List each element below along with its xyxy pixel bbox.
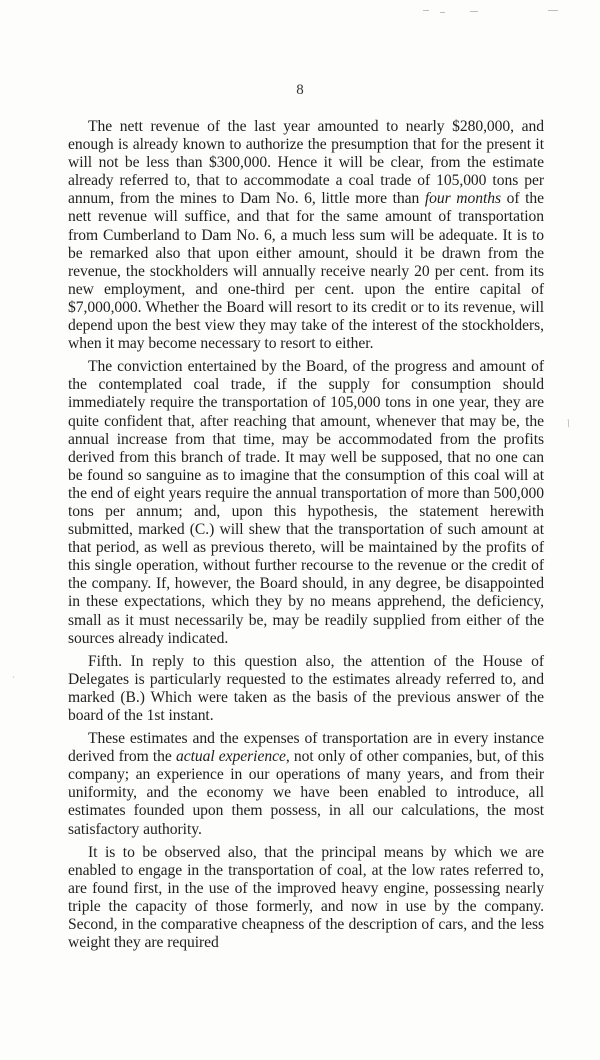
text-run: It is to be observed also, that the principal means by which we are enabled to engage in the transportation of coal, at the low rates referred to, are found first, in the use of the improved heavy engine, possessing nearly triple the capacity of those formerly, and now in use by the company. Second, in the comparative cheapness of the description of cars, and the less weight they are required [68,843,544,952]
scan-artifact [548,10,558,11]
paragraph [68,653,544,725]
text-run: The nett revenue of the last year amounted to nearly $280,000, and enough is already known to authorize the presumption that for the present it will not be less than $300,000. Hence it will be clear, from the estimate already referred to, that to accommodate a coal trade of 105,000 tons per annum, from the mines to Dam No. 6, little more than [68,118,544,208]
text-run: These estimates and the expenses of transportation are in every instance derived from the [68,730,544,766]
scan-artifact [440,12,445,13]
page-number: 8 [296,82,304,98]
margin-mark: / [563,415,573,431]
paragraph [68,118,544,353]
italic-phrase: actual experience [175,748,286,766]
scan-artifact [470,11,478,12]
paragraph [68,730,544,839]
italic-phrase: four months [424,190,502,208]
scan-artifact [423,10,429,11]
margin-mark: · [12,673,15,682]
text-run: The conviction entertained by the Board, of the progress and amount of the contemplated coal trade, if the supply for consumption should immediately require the transportation of 105,000 tons in one year, they are quite confident that, after reaching that amount, whenever that may be, the annual increase from that time, may be accommodated from the profits derived from this branch of trade. It may well be supposed, that no one can be found so sanguine as to imagine that the consumption of this coal will at the end of eight years require the annual transportation of more than 500,000 tons per annum; and, upon this hypothesis, the statement herewith submitted, marked (C.) will shew that the transportation of such amount at that period, as well as previous thereto, will be maintained by the profits of this single operation, without further recourse to the revenue or the credit of the company. If, however, the Board should, in any degree, be disappointed in these expectations, which they by no means apprehend, the deficiency, small as it must necessarily be, may be readily supplied from either of the sources already indicated. [68,358,544,647]
text-run: Fifth. In reply to this question also, the attention of the House of Delegates is particularly requested to the estimates already referred to, and marked (B.) Which were taken as the basis of the previous answer of the board of the 1st instant. [68,652,544,724]
body-text [68,118,544,957]
paragraph [68,844,544,953]
text-run: , not only of other companies, but, of this company; an experience in our operations of many years, and from their uniformity, and the economy we have been enabled to introduce, all estimates founded upon them possess, in all our calculations, the most satisfactory authority. [68,748,544,838]
text-run: of the nett revenue will suffice, and that for the same amount of transportation from Cumberland to Dam No. 6, a much less sum will be adequate. It is to be remarked also that upon either amount, should it be drawn from the revenue, the stockholders will annually receive nearly 20 per cent. from its new employment, and one-third per cent. upon the entire capital of $7,000,000. Whether the Board will resort to its credit or to its revenue, will depend upon the best view they may take of the interest of the stockholders, when it may become necessary to resort to either. [68,190,544,353]
paragraph [68,358,544,648]
